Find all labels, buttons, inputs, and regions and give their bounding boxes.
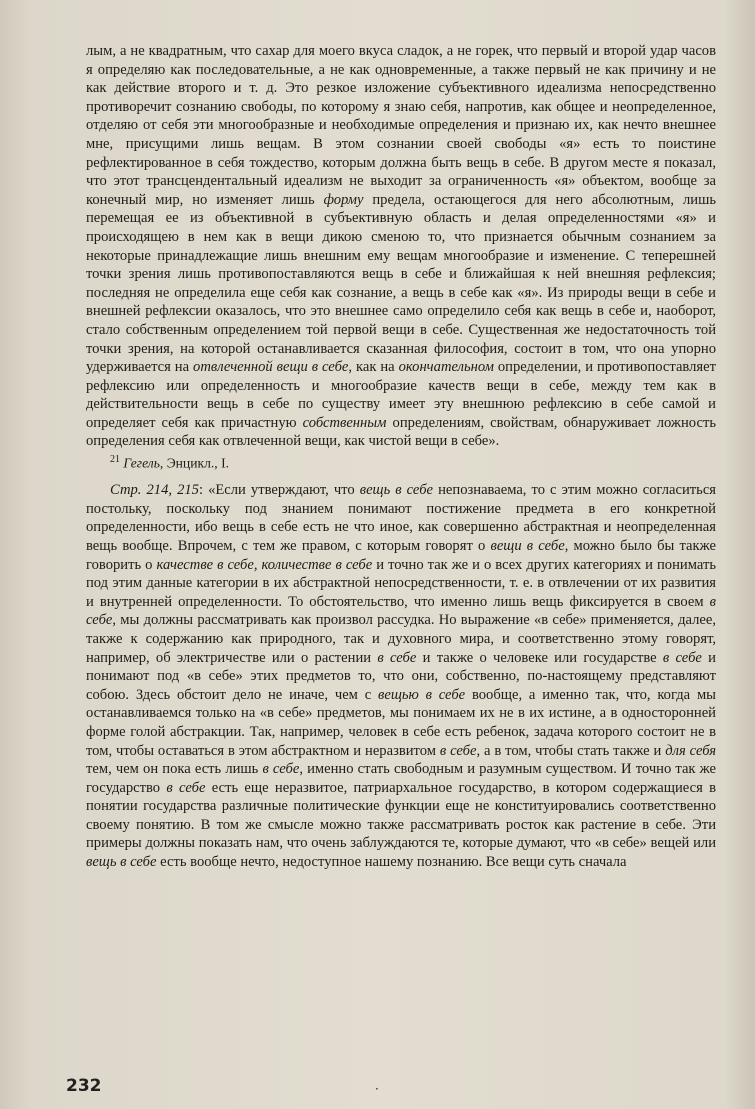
footnote-number: 21: [110, 454, 120, 466]
text-run: и точно так же и о всех других категориях и понимать под этим данные категории в их абстрактной непосредственности, т. е. в отвлечении от их развития и внутренней определенности. То обстоятельство, что именно лишь вещь фиксируется в своем: [86, 556, 716, 610]
text-run: , мы должны рассматривать как произвол рассудка. Но выражение «в себе» применяется, далее, также к содержанию как природного, так и духовного мира, и соответственно этому говорят, например, об электричестве или о растении: [86, 612, 716, 666]
italic-run: вещью в себе: [378, 686, 466, 703]
text-run: , можно было бы также говорить о: [86, 537, 716, 573]
italic-run: окончательном: [398, 359, 494, 376]
body-text: [86, 42, 716, 872]
italic-run: в себе: [662, 649, 702, 666]
page-number: 232: [66, 1076, 102, 1096]
text-run: , как на: [348, 359, 395, 376]
text-run: определениям, свойствам, обнаруживает ложность определения себя как отвлеченной вещи, как чистой вещи в себе».: [86, 414, 716, 450]
text-run: вообще, а именно так, что, когда мы останавливаемся только на «в себе» предметов, мы понимаем их не в их истине, а в односторонней форме голой абстракции. Так, например, человек в себе есть ребенок, задача которого состоит не в том, чтобы оставаться в этом абстрактном и неразвитом: [86, 686, 716, 759]
text-run: тем, чем он пока есть лишь: [86, 761, 259, 778]
text-run: и понимают под «в себе» этих предметов то, что они, собственно, по-настоящему представляют собою. Здесь обстоит дело не иначе, чем с: [86, 649, 716, 703]
italic-run: собственным: [302, 414, 387, 431]
italic-run: вещь в себе: [86, 854, 157, 871]
text-run: есть вообще нечто, недоступное нашему познанию. Все вещи суть сначала: [160, 854, 627, 871]
top-paragraph: [86, 42, 716, 451]
text-run: : «Если утверждают, что: [198, 482, 355, 499]
italic-run: в себе: [262, 761, 300, 778]
footnote-author: Гегель: [123, 455, 160, 471]
footnote: [86, 451, 716, 473]
text-run: непознаваема, то с этим можно согласиться постольку, поскольку под знанием понимают постижение предмета в его конкретной определенности, ибо вещь в себе есть не что иное, как совершенно абстрактная и неопределенная вещь вообще. Впрочем, с тем же правом, с которым говорят о: [86, 482, 717, 554]
italic-run: в себе: [439, 742, 477, 759]
text-run: есть еще неразвитое, патриархальное государство, в котором содержащиеся в понятии государства различные политические функции еще не конституировались соответственно своему понятию. В том же смысле можно также рассматривать росток как растение в себе. Эти примеры должны показать нам, что очень заблуждаются те, которые думают, что «в себе» вещей или: [86, 779, 716, 852]
italic-run: качестве в себе, количестве в себе: [156, 556, 373, 573]
italic-run: вещи в себе: [490, 537, 565, 554]
footnote-source: , Энцикл., I.: [159, 455, 229, 471]
page-reference: Стр. 214, 215: [110, 482, 199, 499]
text-run: и также о человеке или государстве: [422, 649, 657, 666]
italic-run: отвлеченной вещи в себе: [193, 359, 349, 376]
spacer: [86, 473, 716, 481]
italic-run: в себе: [166, 779, 206, 796]
text-run: предела, остающегося для него абсолютным, лишь перемещая ее из объективной в субъективную область и делая определенностями «я» и происходящею в нем как в вещи дикою сменою то, что признается обычным сознанием за некоторые принадлежащие лишь внешним ему вещам многообразие и изменение. С теперешней точки зрения лишь противопоставляются вещь в себе и ближайшая к ней внешняя рефлексия; последняя не определила еще себя как сознание, а вещь в себе как «я». Из природы вещи в себе и внешней рефлексии оказалось, что это внешнее само определило себя как вещь в себе и, наоборот, стало собственным определением той первой вещи в себе. Существенная же недостаточность той точки зрения, на которой останавливается сказанная философия, состоит в том, что она упорно удерживается на: [86, 191, 717, 376]
italic-run: вещь в себе: [359, 482, 434, 499]
text-run: , именно стать свободным и разумным существом. И точно так же государство: [86, 761, 717, 796]
text-run: лым, а не квадратным, что сахар для моего вкуса сладок, а не горек, что первый и второй удар часов я определяю как последовательные, а не как одновременные, а также первый не как причину и не как действие второго и т. д. Это резкое изложение субъективного идеализма непосредственно противоречит сознанию свободы, по которому я знаю себя, напротив, как общее и неопределенное, отделяю от себя эти многообразные и необходимые определения и признаю их, как нечто внешнее мне, присущими лишь вещам. В этом сознании своей свободы «я» есть то поистине рефлектированное в себя тождество, которым должна быть вещь в себе. В другом месте я показал, что этот трансцендентальный идеализм не выходит за ограниченность «я» объектом, вообще за конечный мир, но изменяет лишь: [86, 43, 716, 208]
text-run: определении, и противопоставляет рефлексию или определенность и многообразие качеств вещи в себе, между тем как в действительности вещь в себе по существу имеет эту внешнюю рефлексию в себе самой и определяет себя как причастную: [86, 359, 716, 431]
text-run: , а в том, чтобы стать также и: [476, 742, 662, 759]
italic-run: форму: [323, 191, 364, 208]
main-paragraph: [86, 481, 716, 871]
italic-run: в себе: [86, 593, 716, 629]
center-mark: ·: [375, 1082, 379, 1096]
italic-run: в себе: [377, 649, 417, 666]
italic-run: для себя: [665, 742, 716, 759]
